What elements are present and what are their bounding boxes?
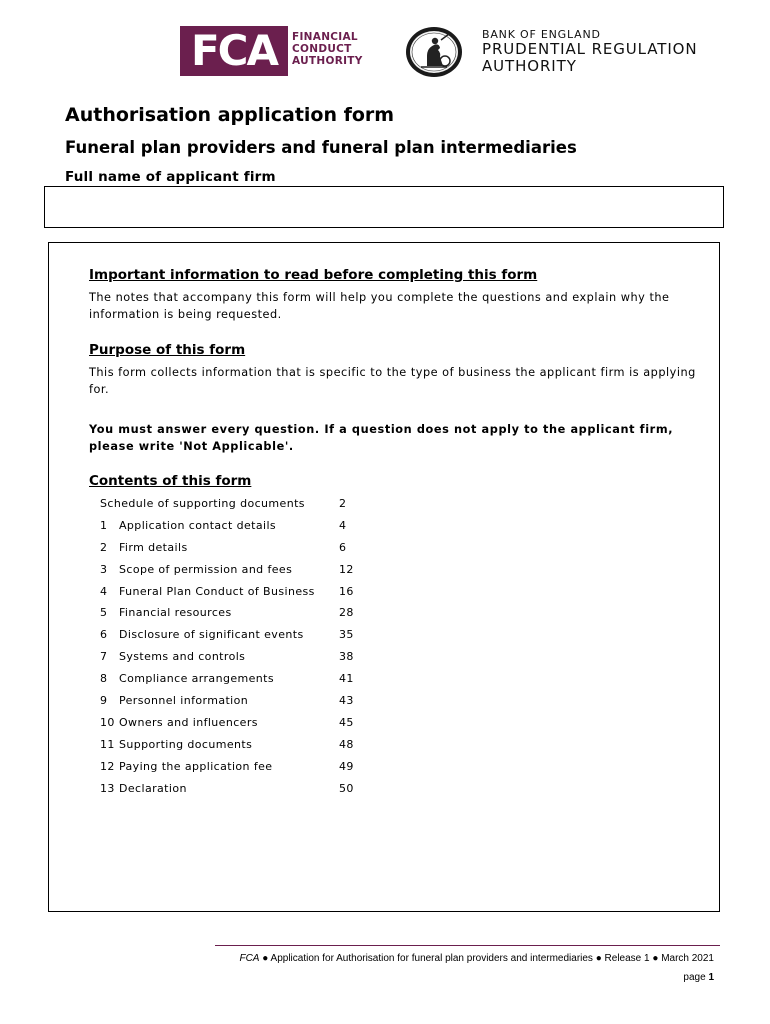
contents-list — [89, 493, 369, 799]
important-info-text: The notes that accompany this form will help you complete the questions and explain why the information is being requested. — [89, 291, 670, 321]
footer-text — [239, 953, 714, 964]
purpose-text: This form collects information that is specific to the type of business the applicant firm is applying for. — [89, 366, 696, 396]
contents-item[interactable] — [89, 602, 369, 624]
contents-item-page: 2 — [339, 497, 347, 510]
contents-item-label: Declaration — [119, 781, 187, 795]
fca-logo-line: CONDUCT — [292, 43, 352, 55]
footer-release: Release 1 — [604, 953, 650, 964]
applicant-name-field[interactable] — [44, 186, 724, 228]
contents-item-label: Firm details — [119, 540, 188, 554]
contents-item-page: 35 — [339, 628, 354, 642]
page-number-label: page — [683, 972, 706, 983]
fca-logo-text — [292, 31, 363, 67]
footer-org: FCA — [239, 953, 260, 964]
contents-heading: Contents of this form — [89, 473, 252, 489]
footer-divider — [215, 945, 720, 946]
fca-logo-line: AUTHORITY — [292, 55, 363, 67]
footer-date: March 2021 — [661, 953, 714, 964]
contents-item-number: 4 — [100, 584, 108, 598]
contents-item[interactable] — [89, 646, 369, 668]
contents-item-page: 6 — [339, 540, 347, 554]
contents-item-number: 6 — [100, 628, 108, 642]
contents-item-number: 13 — [100, 781, 115, 795]
purpose-heading: Purpose of this form — [89, 342, 246, 358]
contents-item-number: 9 — [100, 694, 108, 708]
contents-item-number: 1 — [100, 518, 108, 532]
contents-item-number: 7 — [100, 650, 108, 664]
contents-item[interactable] — [89, 515, 369, 537]
contents-item-page: 49 — [339, 759, 354, 773]
contents-item-label: Owners and influencers — [119, 715, 258, 729]
contents-item-page: 50 — [339, 781, 354, 795]
footer-bullet: ● — [652, 953, 659, 964]
pra-logo-line: BANK OF ENGLAND — [482, 28, 601, 41]
contents-item-label: Scope of permission and fees — [119, 562, 293, 576]
contents-item[interactable] — [89, 493, 369, 515]
contents-item-page: 43 — [339, 694, 354, 708]
fca-logo-line: FINANCIAL — [292, 31, 358, 43]
contents-item-page: 4 — [339, 518, 347, 532]
information-panel — [48, 242, 720, 912]
contents-item[interactable] — [89, 756, 369, 778]
contents-item[interactable] — [89, 624, 369, 646]
footer-bullet: ● — [595, 953, 602, 964]
fca-logo-letters: FCA — [190, 26, 278, 75]
pra-logo-line: AUTHORITY — [482, 57, 577, 75]
contents-item-label: Schedule of supporting documents — [100, 497, 305, 510]
contents-item-label: Financial resources — [119, 606, 232, 620]
pra-logo-line: PRUDENTIAL REGULATION — [482, 40, 698, 58]
contents-item[interactable] — [89, 559, 369, 581]
contents-item-number: 3 — [100, 562, 108, 576]
contents-item-label: Compliance arrangements — [119, 672, 274, 686]
page-subtitle: Funeral plan providers and funeral plan intermediaries — [65, 138, 577, 157]
page-number — [683, 972, 714, 983]
contents-item-page: 45 — [339, 715, 354, 729]
contents-item-label: Funeral Plan Conduct of Business — [119, 584, 315, 598]
contents-item-number: 8 — [100, 672, 108, 686]
contents-item[interactable] — [89, 668, 369, 690]
contents-item-label: Personnel information — [119, 694, 249, 708]
contents-item-page: 38 — [339, 650, 354, 664]
footer-doc-title: Application for Authorisation for funeral plan providers and intermediaries — [270, 953, 593, 964]
contents-item-page: 16 — [339, 584, 354, 598]
fca-logo — [180, 26, 370, 76]
bank-of-england-seal-icon — [405, 26, 463, 78]
contents-item-number: 12 — [100, 759, 115, 773]
pra-logo-text — [482, 28, 697, 75]
contents-item[interactable] — [89, 537, 369, 559]
page-number-value: 1 — [708, 972, 714, 983]
contents-item-page: 28 — [339, 606, 354, 620]
contents-item-label: Systems and controls — [119, 650, 246, 664]
important-info-heading: Important information to read before completing this form — [89, 267, 538, 283]
contents-item-number: 2 — [100, 540, 108, 554]
contents-item-label: Application contact details — [119, 518, 277, 532]
contents-item[interactable] — [89, 712, 369, 734]
contents-item-page: 12 — [339, 562, 354, 576]
contents-item[interactable] — [89, 690, 369, 712]
contents-item[interactable] — [89, 581, 369, 603]
must-answer-notice: You must answer every question. If a question does not apply to the applicant firm, please write 'Not Applicable'. — [89, 423, 674, 453]
applicant-name-label: Full name of applicant firm — [65, 169, 276, 185]
contents-item-number: 5 — [100, 606, 108, 620]
contents-item-label: Disclosure of significant events — [119, 628, 304, 642]
contents-item-page: 48 — [339, 737, 354, 751]
footer-bullet: ● — [262, 953, 269, 964]
contents-item-label: Supporting documents — [119, 737, 253, 751]
contents-item[interactable] — [89, 778, 369, 800]
page-title: Authorisation application form — [65, 104, 395, 126]
contents-item[interactable] — [89, 734, 369, 756]
contents-item-number: 10 — [100, 715, 115, 729]
contents-item-label: Paying the application fee — [119, 759, 273, 773]
contents-item-number: 11 — [100, 737, 115, 751]
contents-item-page: 41 — [339, 672, 354, 686]
